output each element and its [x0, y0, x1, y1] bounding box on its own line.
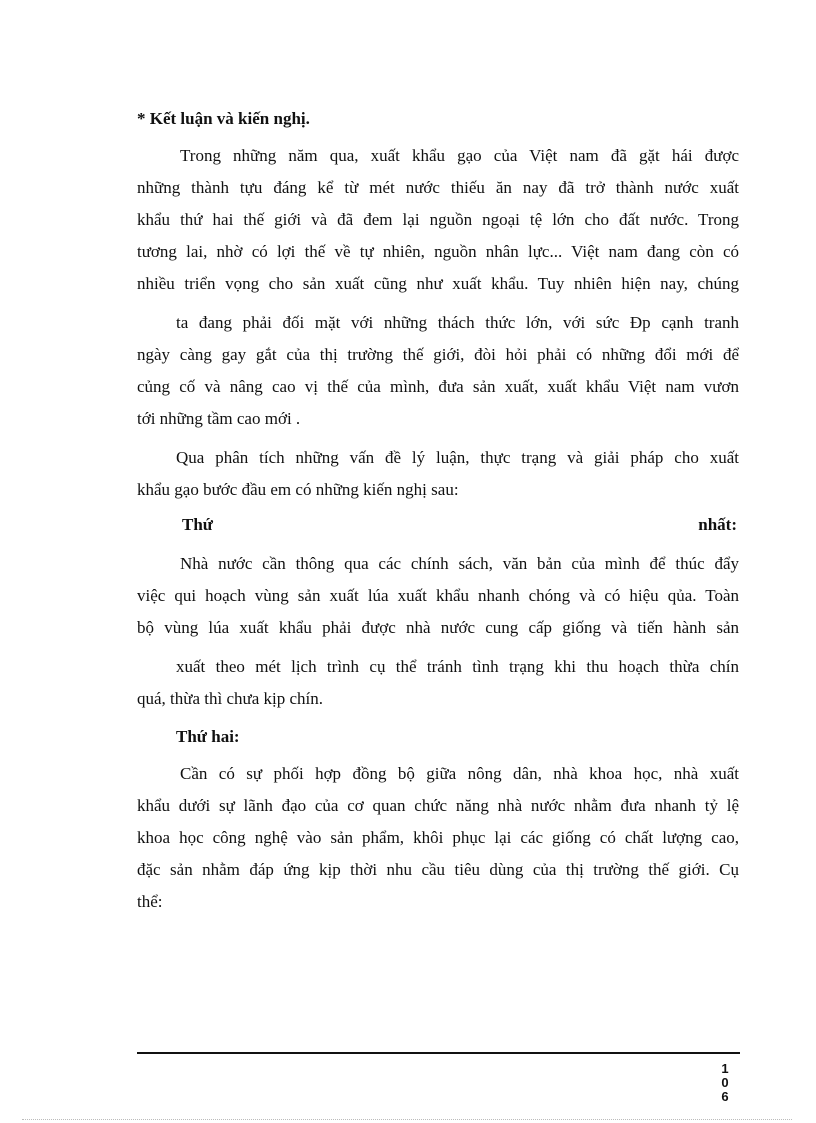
paragraph-line: củng cố và nâng cao vị thế của mình, đưa sản xuất, xuất khẩu Việt nam vươn: [137, 377, 739, 396]
subheading-first: [182, 514, 737, 536]
subheading-second: Thứ hai:: [176, 727, 240, 746]
page-number: [718, 1062, 732, 1104]
footer-rule: [137, 1052, 740, 1054]
paragraph-line: ta đang phải đối mặt với những thách thức lớn, với sức Ðp cạnh tranh: [176, 313, 739, 332]
paragraph-line: bộ vùng lúa xuất khẩu phải được nhà nước cung cấp giống và tiến hành sản: [137, 618, 739, 637]
subheading-first-right: nhất:: [698, 515, 737, 534]
paragraph-line: xuất theo mét lịch trình cụ thể tránh tình trạng khi thu hoạch thừa chín: [176, 657, 739, 676]
paragraph-line: ngày càng gay gắt của thị trường thế giới, đòi hỏi phải có những đổi mới để: [137, 345, 739, 364]
paragraph-line: khẩu thứ hai thế giới và đã đem lại nguồn ngoại tệ lớn cho đất nước. Trong: [137, 210, 739, 229]
paragraph-line: những thành tựu đáng kể từ mét nước thiếu ăn nay đã trở thành nước xuất: [137, 178, 739, 197]
paragraph-line: Qua phân tích những vấn đề lý luận, thực trạng và giải pháp cho xuất: [176, 448, 739, 467]
page-bottom-edge: [22, 1119, 792, 1120]
paragraph-line: nhiều triển vọng cho sản xuất cũng như xuất khẩu. Tuy nhiên hiện nay, chúng: [137, 274, 739, 293]
section-heading: * Kết luận và kiến nghị.: [137, 109, 310, 128]
paragraph-line: khẩu dưới sự lãnh đạo của cơ quan chức năng nhà nước nhằm đưa nhanh tỷ lệ: [137, 796, 739, 815]
paragraph-line: Cần có sự phối hợp đồng bộ giữa nông dân, nhà khoa học, nhà xuất: [180, 764, 739, 783]
paragraph-line: Nhà nước cần thông qua các chính sách, văn bản của mình để thúc đẩy: [180, 554, 739, 573]
paragraph-line: Trong những năm qua, xuất khẩu gạo của Việt nam đã gặt hái được: [180, 146, 739, 165]
paragraph-line: tương lai, nhờ có lợi thế về tự nhiên, nguồn nhân lực... Việt nam đang còn có: [137, 242, 739, 261]
paragraph-line: việc qui hoạch vùng sản xuất lúa xuất khẩu nhanh chóng và có hiệu qủa. Toàn: [137, 586, 739, 605]
page-number-digit: 0: [721, 1075, 729, 1090]
subheading-first-left: Thứ: [182, 515, 213, 534]
paragraph-line: tới những tầm cao mới .: [137, 409, 301, 428]
paragraph-line: khẩu gạo bước đầu em có những kiến nghị sau:: [137, 480, 459, 499]
paragraph-line: thể:: [137, 892, 163, 911]
paragraph-line: đặc sản nhằm đáp ứng kịp thời nhu cầu tiêu dùng của thị trường thế giới. Cụ: [137, 860, 739, 879]
paragraph-line: khoa học công nghệ vào sản phẩm, khôi phục lại các giống có chất lượng cao,: [137, 828, 739, 847]
paragraph-line: quá, thừa thì chưa kịp chín.: [137, 689, 324, 708]
page-number-digit: 1: [721, 1061, 729, 1076]
page-number-digit: 6: [721, 1089, 729, 1104]
